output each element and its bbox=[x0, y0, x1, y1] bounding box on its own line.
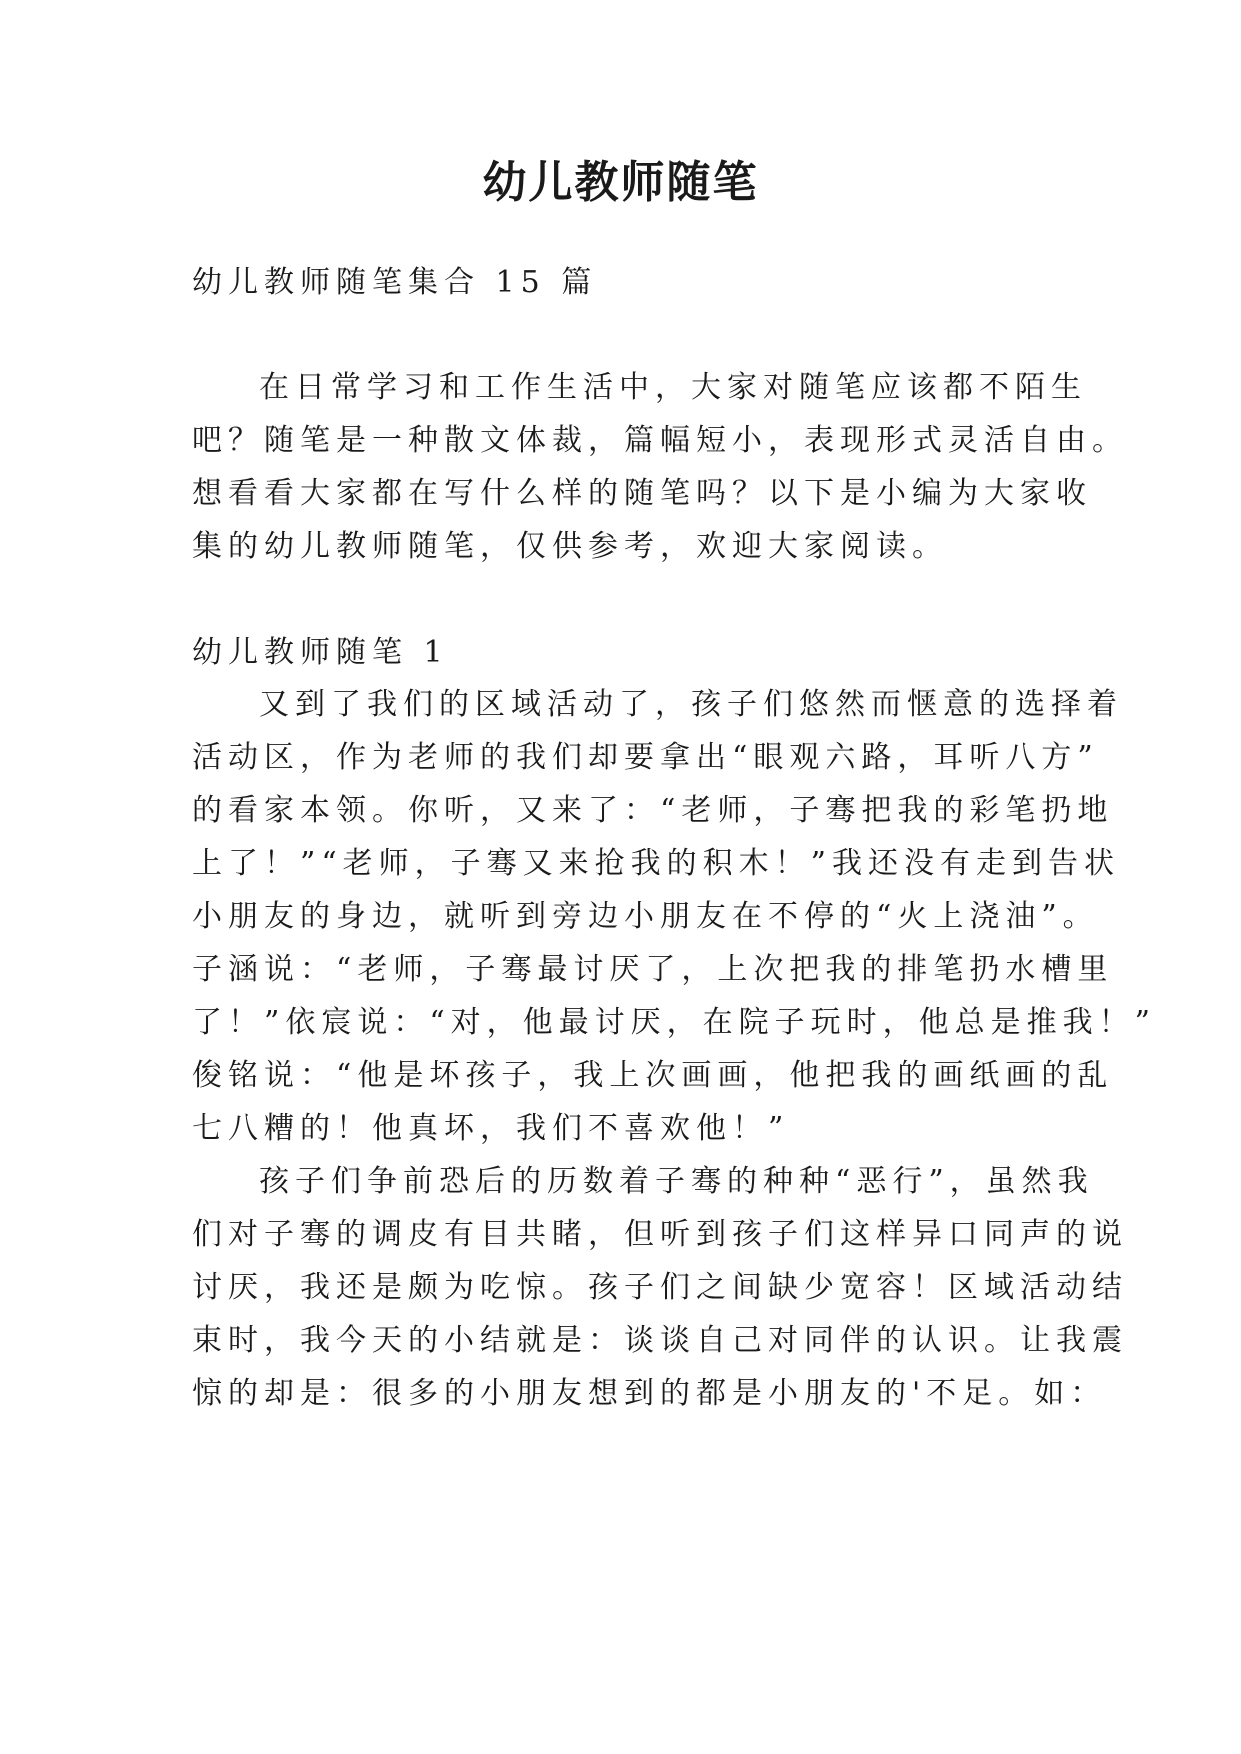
text-line: 吧？随笔是一种散文体裁，篇幅短小，表现形式灵活自由。 bbox=[192, 423, 1128, 458]
text-line: 小朋友的身边，就听到旁边小朋友在不停的“火上浇油”。 bbox=[192, 899, 1099, 934]
text-line: 孩子们争前恐后的历数着子骞的种种“恶行”，虽然我 bbox=[259, 1164, 1094, 1199]
text-line: 上了！”“老师，子骞又来抢我的积木！”我还没有走到告状 bbox=[192, 846, 1121, 881]
text-line: 惊的却是：很多的小朋友想到的都是小朋友的'不足。如： bbox=[192, 1376, 1107, 1411]
document-subtitle: 幼儿教师随笔集合 15 篇 bbox=[192, 265, 598, 300]
text-line: 在日常学习和工作生活中，大家对随笔应该都不陌生 bbox=[259, 370, 1087, 405]
text-line: 活动区，作为老师的我们却要拿出“眼观六路，耳听八方” bbox=[192, 740, 1099, 775]
section-heading: 幼儿教师随笔 1 bbox=[192, 635, 449, 670]
text-line: 又到了我们的区域活动了，孩子们悠然而惬意的选择着 bbox=[259, 687, 1123, 722]
text-line: 的看家本领。你听，又来了：“老师，子骞把我的彩笔扔地 bbox=[192, 793, 1114, 828]
text-line: 子涵说：“老师，子骞最讨厌了，上次把我的排笔扔水槽里 bbox=[192, 952, 1114, 987]
text-line: 束时，我今天的小结就是：谈谈自己对同伴的认识。让我震 bbox=[192, 1323, 1128, 1358]
text-line: 们对子骞的调皮有目共睹，但听到孩子们这样异口同声的说 bbox=[192, 1217, 1128, 1252]
text-line: 集的幼儿教师随笔，仅供参考，欢迎大家阅读。 bbox=[192, 529, 948, 564]
text-line: 七八糟的！他真坏，我们不喜欢他！” bbox=[192, 1111, 790, 1146]
text-line: 俊铭说：“他是坏孩子，我上次画画，他把我的画纸画的乱 bbox=[192, 1058, 1114, 1093]
text-line: 想看看大家都在写什么样的随笔吗？以下是小编为大家收 bbox=[192, 476, 1092, 511]
text-line: 讨厌，我还是颇为吃惊。孩子们之间缺少宽容！区域活动结 bbox=[192, 1270, 1128, 1305]
document-title: 幼儿教师随笔 bbox=[482, 157, 759, 208]
text-line: 了！”依宸说：“对，他最讨厌，在院子玩时，他总是推我！” bbox=[192, 1005, 1157, 1040]
